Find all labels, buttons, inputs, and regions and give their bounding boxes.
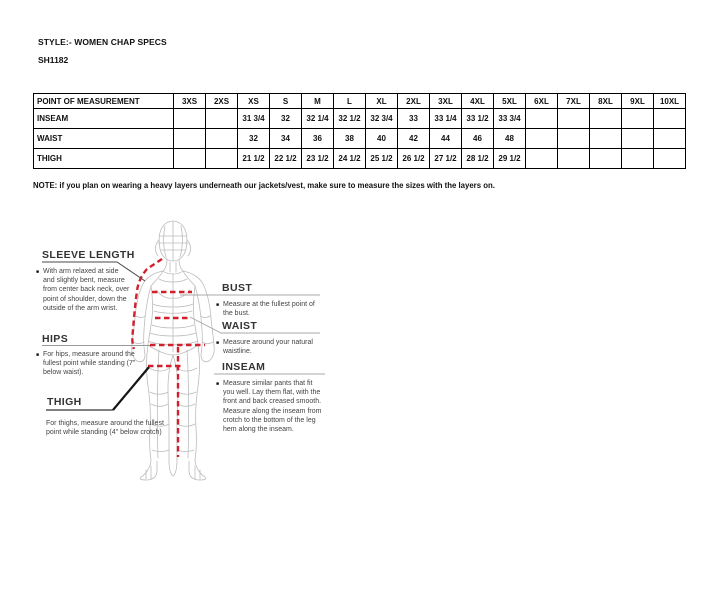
col-header-size: 2XS bbox=[206, 94, 238, 109]
thigh-text: For thighs, measure around the fullest point while standing (4" below crotch) bbox=[46, 420, 164, 437]
col-header-size: S bbox=[270, 94, 302, 109]
bullet-icon: ■ bbox=[36, 352, 40, 358]
size-value-cell bbox=[654, 129, 686, 149]
col-header-point-of-measurement: POINT OF MEASUREMENT bbox=[34, 94, 174, 109]
size-value-cell bbox=[654, 149, 686, 169]
col-header-size: 5XL bbox=[494, 94, 526, 109]
size-chart-header bbox=[34, 94, 686, 109]
col-header-size: 8XL bbox=[590, 94, 622, 109]
thigh-label bbox=[47, 396, 127, 408]
size-value-cell: 46 bbox=[462, 129, 494, 149]
col-header-size: 9XL bbox=[622, 94, 654, 109]
col-header-size: 10XL bbox=[654, 94, 686, 109]
thigh-description bbox=[46, 419, 164, 437]
col-header-size: XS bbox=[238, 94, 270, 109]
bullet-icon: ■ bbox=[36, 269, 40, 275]
size-value-cell bbox=[622, 129, 654, 149]
size-value-cell: 29 1/2 bbox=[494, 149, 526, 169]
size-value-cell bbox=[206, 149, 238, 169]
measurement-diagram bbox=[0, 210, 720, 500]
size-value-cell: 32 bbox=[270, 109, 302, 129]
size-value-cell bbox=[558, 129, 590, 149]
col-header-size: L bbox=[334, 94, 366, 109]
size-value-cell bbox=[526, 129, 558, 149]
size-value-cell: 28 1/2 bbox=[462, 149, 494, 169]
size-value-cell: 25 1/2 bbox=[366, 149, 398, 169]
size-value-cell bbox=[590, 109, 622, 129]
inseam-description bbox=[216, 379, 324, 434]
waist-label bbox=[222, 320, 312, 332]
table-row bbox=[34, 109, 686, 129]
note-text: NOTE: if you plan on wearing a heavy layers underneath our jackets/vest, make sure to measure the sizes with the layers on. bbox=[33, 181, 495, 190]
col-header-size: 4XL bbox=[462, 94, 494, 109]
size-value-cell: 36 bbox=[302, 129, 334, 149]
size-value-cell: 33 1/2 bbox=[462, 109, 494, 129]
col-header-size: XL bbox=[366, 94, 398, 109]
hips-description bbox=[36, 350, 140, 378]
size-value-cell bbox=[558, 149, 590, 169]
bust-label bbox=[222, 282, 312, 294]
header-row bbox=[34, 94, 686, 109]
hips-heading: HIPS bbox=[42, 333, 69, 345]
size-value-cell: 32 1/2 bbox=[334, 109, 366, 129]
size-value-cell bbox=[206, 109, 238, 129]
size-value-cell: 32 1/4 bbox=[302, 109, 334, 129]
size-value-cell: 48 bbox=[494, 129, 526, 149]
size-value-cell bbox=[590, 149, 622, 169]
mannequin-outline bbox=[132, 221, 215, 480]
size-value-cell: 34 bbox=[270, 129, 302, 149]
bust-text: Measure at the fullest point of the bust. bbox=[223, 301, 315, 318]
size-chart-table bbox=[33, 93, 686, 169]
size-value-cell bbox=[174, 129, 206, 149]
thigh-heading: THIGH bbox=[47, 396, 82, 408]
size-value-cell: 21 1/2 bbox=[238, 149, 270, 169]
bullet-icon: ■ bbox=[216, 340, 220, 346]
size-value-cell bbox=[590, 129, 622, 149]
col-header-size: 2XL bbox=[398, 94, 430, 109]
size-value-cell bbox=[174, 109, 206, 129]
inseam-heading: INSEAM bbox=[222, 361, 266, 373]
size-value-cell bbox=[526, 109, 558, 129]
inseam-text: Measure similar pants that fit you well. Lay them flat, with the front and back creased smooth. Measure along the inseam from crotch to the bottom of the leg hem along the inseam. bbox=[223, 380, 322, 434]
bust-heading: BUST bbox=[222, 282, 253, 294]
size-value-cell bbox=[654, 109, 686, 129]
sleeve-length-description bbox=[36, 267, 132, 313]
size-value-cell: 38 bbox=[334, 129, 366, 149]
size-value-cell: 33 bbox=[398, 109, 430, 129]
size-value-cell: 24 1/2 bbox=[334, 149, 366, 169]
size-value-cell: 33 3/4 bbox=[494, 109, 526, 129]
waist-description bbox=[216, 338, 316, 356]
inseam-label bbox=[222, 361, 312, 373]
col-header-size: 7XL bbox=[558, 94, 590, 109]
bullet-icon: ■ bbox=[216, 381, 220, 387]
bullet-icon: ■ bbox=[216, 302, 220, 308]
size-value-cell: 26 1/2 bbox=[398, 149, 430, 169]
row-label: INSEAM bbox=[34, 109, 174, 129]
sleeve-length-label bbox=[42, 249, 138, 261]
table-row bbox=[34, 129, 686, 149]
col-header-size: 3XL bbox=[430, 94, 462, 109]
col-header-size: M bbox=[302, 94, 334, 109]
sleeve-length-text: With arm relaxed at side and slightly bent, measure from center back neck, over point of shoulder, down the outside of the arm wrist. bbox=[43, 268, 130, 312]
row-label: WAIST bbox=[34, 129, 174, 149]
size-value-cell: 44 bbox=[430, 129, 462, 149]
hips-label bbox=[42, 333, 122, 345]
size-value-cell bbox=[558, 109, 590, 129]
hips-text: For hips, measure around the fullest point while standing (7" below waist). bbox=[43, 351, 136, 377]
size-value-cell bbox=[622, 149, 654, 169]
sleeve-length-heading: SLEEVE LENGTH bbox=[42, 249, 135, 261]
size-value-cell bbox=[526, 149, 558, 169]
size-value-cell: 42 bbox=[398, 129, 430, 149]
size-value-cell: 22 1/2 bbox=[270, 149, 302, 169]
size-value-cell: 31 3/4 bbox=[238, 109, 270, 129]
col-header-size: 3XS bbox=[174, 94, 206, 109]
size-value-cell bbox=[206, 129, 238, 149]
table-row bbox=[34, 149, 686, 169]
style-code: SH1182 bbox=[38, 55, 69, 65]
size-value-cell: 27 1/2 bbox=[430, 149, 462, 169]
title-block bbox=[38, 37, 167, 65]
size-value-cell: 32 3/4 bbox=[366, 109, 398, 129]
size-value-cell bbox=[622, 109, 654, 129]
size-chart-body bbox=[34, 109, 686, 169]
size-value-cell bbox=[174, 149, 206, 169]
waist-text: Measure around your natural waistline. bbox=[223, 339, 313, 356]
col-header-size: 6XL bbox=[526, 94, 558, 109]
size-value-cell: 33 1/4 bbox=[430, 109, 462, 129]
page-title: STYLE:- WOMEN CHAP SPECS bbox=[38, 37, 167, 47]
size-value-cell: 40 bbox=[366, 129, 398, 149]
waist-heading: WAIST bbox=[222, 320, 258, 332]
bust-description bbox=[216, 300, 316, 318]
size-value-cell: 23 1/2 bbox=[302, 149, 334, 169]
size-value-cell: 32 bbox=[238, 129, 270, 149]
row-label: THIGH bbox=[34, 149, 174, 169]
